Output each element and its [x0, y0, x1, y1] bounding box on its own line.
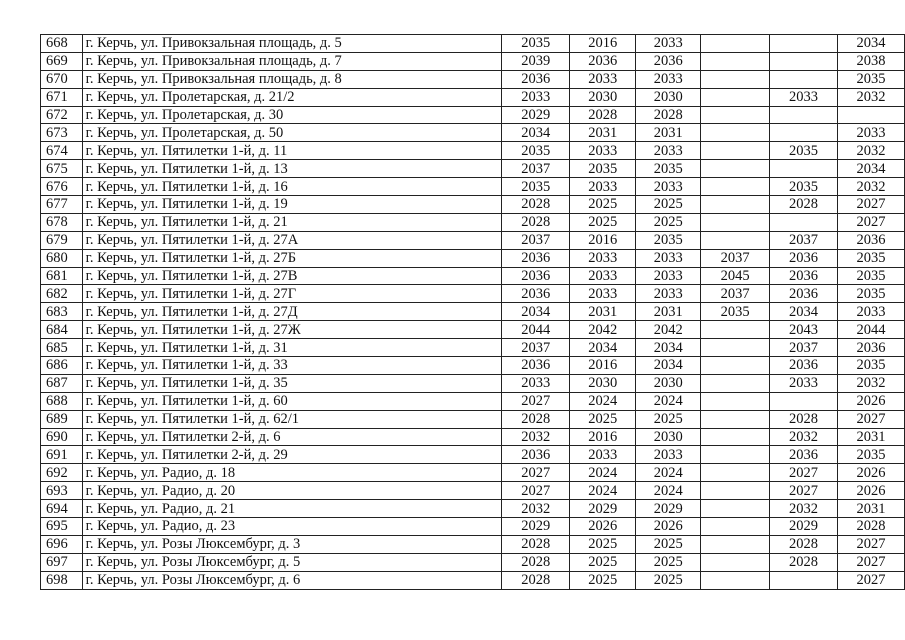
year-cell-2: 2016	[570, 35, 636, 53]
year-cell-1: 2028	[502, 196, 570, 214]
row-number-cell: 683	[41, 303, 83, 321]
table-row	[41, 446, 905, 464]
row-number-cell: 680	[41, 249, 83, 267]
address-cell: г. Керчь, ул. Пятилетки 1-й, д. 60	[82, 392, 502, 410]
year-cell-4	[701, 446, 770, 464]
year-cell-3: 2025	[636, 535, 701, 553]
year-cell-6: 2032	[837, 142, 904, 160]
year-cell-2: 2033	[570, 249, 636, 267]
table-row	[41, 321, 905, 339]
year-cell-1: 2033	[502, 374, 570, 392]
year-cell-3: 2026	[636, 518, 701, 536]
year-cell-4	[701, 178, 770, 196]
year-cell-2: 2016	[570, 428, 636, 446]
year-cell-6: 2035	[837, 70, 904, 88]
year-cell-4: 2045	[701, 267, 770, 285]
year-cell-5: 2028	[770, 410, 838, 428]
row-number-cell: 696	[41, 535, 83, 553]
address-cell: г. Керчь, ул. Пролетарская, д. 30	[82, 106, 502, 124]
year-cell-2: 2033	[570, 285, 636, 303]
row-number-cell: 684	[41, 321, 83, 339]
row-number-cell: 695	[41, 518, 83, 536]
row-number-cell: 691	[41, 446, 83, 464]
year-cell-1: 2032	[502, 500, 570, 518]
year-cell-6: 2034	[837, 35, 904, 53]
year-cell-2: 2024	[570, 482, 636, 500]
address-cell: г. Керчь, ул. Пятилетки 1-й, д. 31	[82, 339, 502, 357]
year-cell-3: 2033	[636, 446, 701, 464]
address-cell: г. Керчь, ул. Пролетарская, д. 21/2	[82, 88, 502, 106]
year-cell-2: 2033	[570, 267, 636, 285]
row-number-cell: 689	[41, 410, 83, 428]
year-cell-3: 2033	[636, 249, 701, 267]
address-cell: г. Керчь, ул. Пятилетки 1-й, д. 27Ж	[82, 321, 502, 339]
year-cell-1: 2027	[502, 392, 570, 410]
year-cell-5: 2037	[770, 231, 838, 249]
year-cell-2: 2025	[570, 553, 636, 571]
table-row	[41, 106, 905, 124]
year-cell-6: 2027	[837, 213, 904, 231]
year-cell-3: 2025	[636, 213, 701, 231]
year-cell-6: 2027	[837, 410, 904, 428]
year-cell-3: 2030	[636, 88, 701, 106]
table-row	[41, 500, 905, 518]
address-cell: г. Керчь, ул. Пятилетки 2-й, д. 6	[82, 428, 502, 446]
table-row	[41, 231, 905, 249]
year-cell-6: 2033	[837, 124, 904, 142]
year-cell-5	[770, 124, 838, 142]
table-row	[41, 357, 905, 375]
row-number-cell: 681	[41, 267, 83, 285]
address-cell: г. Керчь, ул. Пятилетки 2-й, д. 29	[82, 446, 502, 464]
row-number-cell: 693	[41, 482, 83, 500]
year-cell-5: 2028	[770, 553, 838, 571]
year-cell-1: 2037	[502, 339, 570, 357]
row-number-cell: 688	[41, 392, 83, 410]
year-cell-3: 2031	[636, 124, 701, 142]
year-cell-3: 2031	[636, 303, 701, 321]
year-cell-1: 2027	[502, 464, 570, 482]
year-cell-5	[770, 213, 838, 231]
table-row	[41, 178, 905, 196]
year-cell-6: 2026	[837, 392, 904, 410]
year-cell-1: 2032	[502, 428, 570, 446]
year-cell-6: 2032	[837, 178, 904, 196]
row-number-cell: 671	[41, 88, 83, 106]
year-cell-4	[701, 213, 770, 231]
year-cell-3: 2024	[636, 482, 701, 500]
year-cell-4: 2035	[701, 303, 770, 321]
table-row	[41, 196, 905, 214]
address-cell: г. Керчь, ул. Пятилетки 1-й, д. 27Д	[82, 303, 502, 321]
year-cell-5	[770, 106, 838, 124]
year-cell-5: 2032	[770, 428, 838, 446]
row-number-cell: 692	[41, 464, 83, 482]
year-cell-2: 2033	[570, 70, 636, 88]
year-cell-1: 2044	[502, 321, 570, 339]
table-row	[41, 553, 905, 571]
row-number-cell: 676	[41, 178, 83, 196]
table-row	[41, 88, 905, 106]
year-cell-6: 2038	[837, 52, 904, 70]
row-number-cell: 694	[41, 500, 83, 518]
year-cell-4	[701, 52, 770, 70]
year-cell-6: 2031	[837, 500, 904, 518]
year-cell-4	[701, 410, 770, 428]
year-cell-3: 2033	[636, 35, 701, 53]
year-cell-4: 2037	[701, 285, 770, 303]
year-cell-5: 2027	[770, 482, 838, 500]
year-cell-3: 2042	[636, 321, 701, 339]
year-cell-5: 2036	[770, 267, 838, 285]
address-cell: г. Керчь, ул. Пятилетки 1-й, д. 27В	[82, 267, 502, 285]
year-cell-2: 2025	[570, 410, 636, 428]
year-cell-2: 2024	[570, 464, 636, 482]
year-cell-3: 2025	[636, 553, 701, 571]
address-cell: г. Керчь, ул. Радио, д. 18	[82, 464, 502, 482]
year-cell-3: 2033	[636, 285, 701, 303]
row-number-cell: 685	[41, 339, 83, 357]
table-row	[41, 249, 905, 267]
row-number-cell: 670	[41, 70, 83, 88]
year-cell-6: 2032	[837, 88, 904, 106]
address-cell: г. Керчь, ул. Пятилетки 1-й, д. 11	[82, 142, 502, 160]
year-cell-3: 2034	[636, 357, 701, 375]
table-row	[41, 285, 905, 303]
year-cell-5: 2027	[770, 464, 838, 482]
year-cell-3: 2034	[636, 339, 701, 357]
year-cell-5: 2037	[770, 339, 838, 357]
year-cell-4	[701, 70, 770, 88]
year-cell-5	[770, 571, 838, 589]
year-cell-2: 2025	[570, 571, 636, 589]
year-cell-6: 2034	[837, 160, 904, 178]
table-row	[41, 35, 905, 53]
year-cell-4	[701, 231, 770, 249]
year-cell-4	[701, 357, 770, 375]
year-cell-4	[701, 88, 770, 106]
year-cell-2: 2016	[570, 357, 636, 375]
year-cell-2: 2025	[570, 535, 636, 553]
year-cell-4	[701, 35, 770, 53]
year-cell-2: 2026	[570, 518, 636, 536]
row-number-cell: 672	[41, 106, 83, 124]
year-cell-5	[770, 52, 838, 70]
address-cell: г. Керчь, ул. Привокзальная площадь, д. 7	[82, 52, 502, 70]
year-cell-4	[701, 142, 770, 160]
year-cell-6: 2033	[837, 303, 904, 321]
table-row	[41, 213, 905, 231]
year-cell-5: 2033	[770, 88, 838, 106]
year-cell-1: 2036	[502, 285, 570, 303]
year-cell-6: 2027	[837, 571, 904, 589]
year-cell-5	[770, 35, 838, 53]
year-cell-2: 2033	[570, 178, 636, 196]
row-number-cell: 697	[41, 553, 83, 571]
year-cell-4	[701, 571, 770, 589]
table-row	[41, 535, 905, 553]
year-cell-1: 2037	[502, 231, 570, 249]
year-cell-6: 2035	[837, 267, 904, 285]
address-cell: г. Керчь, ул. Пролетарская, д. 50	[82, 124, 502, 142]
year-cell-1: 2028	[502, 410, 570, 428]
year-cell-2: 2034	[570, 339, 636, 357]
table-row	[41, 160, 905, 178]
table-row	[41, 303, 905, 321]
row-number-cell: 678	[41, 213, 83, 231]
address-cell: г. Керчь, ул. Пятилетки 1-й, д. 21	[82, 213, 502, 231]
year-cell-5: 2034	[770, 303, 838, 321]
year-cell-6: 2028	[837, 518, 904, 536]
year-cell-4	[701, 374, 770, 392]
table-row	[41, 482, 905, 500]
address-cell: г. Керчь, ул. Пятилетки 1-й, д. 19	[82, 196, 502, 214]
year-cell-1: 2034	[502, 124, 570, 142]
year-cell-2: 2030	[570, 88, 636, 106]
year-cell-4	[701, 518, 770, 536]
address-cell: г. Керчь, ул. Радио, д. 20	[82, 482, 502, 500]
year-cell-1: 2036	[502, 267, 570, 285]
year-cell-4	[701, 160, 770, 178]
year-cell-5	[770, 70, 838, 88]
year-cell-3: 2033	[636, 70, 701, 88]
year-cell-4	[701, 464, 770, 482]
year-cell-4	[701, 500, 770, 518]
row-number-cell: 673	[41, 124, 83, 142]
table-row	[41, 410, 905, 428]
address-cell: г. Керчь, ул. Привокзальная площадь, д. 8	[82, 70, 502, 88]
year-cell-1: 2035	[502, 35, 570, 53]
row-number-cell: 687	[41, 374, 83, 392]
year-cell-6: 2026	[837, 464, 904, 482]
year-cell-2: 2028	[570, 106, 636, 124]
year-cell-3: 2029	[636, 500, 701, 518]
year-cell-3: 2025	[636, 196, 701, 214]
table-row	[41, 52, 905, 70]
year-cell-5: 2029	[770, 518, 838, 536]
year-cell-1: 2035	[502, 142, 570, 160]
year-cell-2: 2016	[570, 231, 636, 249]
year-cell-2: 2035	[570, 160, 636, 178]
year-cell-6: 2035	[837, 249, 904, 267]
row-number-cell: 674	[41, 142, 83, 160]
year-cell-3: 2024	[636, 392, 701, 410]
year-cell-1: 2033	[502, 88, 570, 106]
address-cell: г. Керчь, ул. Розы Люксембург, д. 5	[82, 553, 502, 571]
table-row	[41, 142, 905, 160]
year-cell-1: 2028	[502, 535, 570, 553]
year-cell-4	[701, 553, 770, 571]
year-cell-5: 2036	[770, 285, 838, 303]
year-cell-3: 2033	[636, 267, 701, 285]
year-cell-4	[701, 196, 770, 214]
row-number-cell: 668	[41, 35, 83, 53]
year-cell-2: 2033	[570, 446, 636, 464]
table-row	[41, 518, 905, 536]
year-cell-1: 2036	[502, 446, 570, 464]
address-cell: г. Керчь, ул. Радио, д. 23	[82, 518, 502, 536]
year-cell-5	[770, 392, 838, 410]
year-cell-4	[701, 339, 770, 357]
year-cell-1: 2029	[502, 518, 570, 536]
year-cell-5: 2036	[770, 446, 838, 464]
year-cell-5: 2028	[770, 535, 838, 553]
year-cell-2: 2024	[570, 392, 636, 410]
table-row	[41, 392, 905, 410]
address-cell: г. Керчь, ул. Пятилетки 1-й, д. 27Б	[82, 249, 502, 267]
table-row	[41, 339, 905, 357]
year-cell-4	[701, 106, 770, 124]
year-cell-3: 2035	[636, 231, 701, 249]
table-row	[41, 464, 905, 482]
table-row	[41, 374, 905, 392]
table-row	[41, 70, 905, 88]
year-cell-5: 2035	[770, 142, 838, 160]
table-row	[41, 571, 905, 589]
year-cell-2: 2036	[570, 52, 636, 70]
year-cell-6: 2027	[837, 196, 904, 214]
year-cell-4	[701, 321, 770, 339]
row-number-cell: 675	[41, 160, 83, 178]
year-cell-4	[701, 482, 770, 500]
year-cell-5	[770, 160, 838, 178]
year-cell-3: 2036	[636, 52, 701, 70]
year-cell-6: 2035	[837, 357, 904, 375]
row-number-cell: 677	[41, 196, 83, 214]
year-cell-2: 2025	[570, 196, 636, 214]
year-cell-6: 2026	[837, 482, 904, 500]
year-cell-5: 2028	[770, 196, 838, 214]
address-cell: г. Керчь, ул. Пятилетки 1-й, д. 27Г	[82, 285, 502, 303]
year-cell-5: 2032	[770, 500, 838, 518]
address-cell: г. Керчь, ул. Привокзальная площадь, д. 5	[82, 35, 502, 53]
year-cell-4: 2037	[701, 249, 770, 267]
year-cell-1: 2036	[502, 249, 570, 267]
year-cell-3: 2030	[636, 374, 701, 392]
year-cell-1: 2028	[502, 553, 570, 571]
address-cell: г. Керчь, ул. Пятилетки 1-й, д. 27А	[82, 231, 502, 249]
year-cell-5: 2036	[770, 357, 838, 375]
year-cell-6	[837, 106, 904, 124]
year-cell-2: 2030	[570, 374, 636, 392]
row-number-cell: 698	[41, 571, 83, 589]
year-cell-3: 2025	[636, 410, 701, 428]
year-cell-5: 2033	[770, 374, 838, 392]
year-cell-6: 2032	[837, 374, 904, 392]
year-cell-4	[701, 392, 770, 410]
year-cell-6: 2036	[837, 231, 904, 249]
row-number-cell: 669	[41, 52, 83, 70]
year-cell-3: 2030	[636, 428, 701, 446]
address-cell: г. Керчь, ул. Пятилетки 1-й, д. 13	[82, 160, 502, 178]
address-cell: г. Керчь, ул. Радио, д. 21	[82, 500, 502, 518]
year-cell-1: 2027	[502, 482, 570, 500]
table-row	[41, 267, 905, 285]
row-number-cell: 686	[41, 357, 83, 375]
year-cell-6: 2027	[837, 535, 904, 553]
year-cell-5: 2036	[770, 249, 838, 267]
year-cell-5: 2035	[770, 178, 838, 196]
address-cell: г. Керчь, ул. Розы Люксембург, д. 6	[82, 571, 502, 589]
year-cell-6: 2036	[837, 339, 904, 357]
year-cell-4	[701, 535, 770, 553]
year-cell-3: 2033	[636, 142, 701, 160]
row-number-cell: 682	[41, 285, 83, 303]
table-body	[41, 35, 905, 590]
year-cell-1: 2034	[502, 303, 570, 321]
year-cell-2: 2029	[570, 500, 636, 518]
row-number-cell: 690	[41, 428, 83, 446]
address-cell: г. Керчь, ул. Розы Люксембург, д. 3	[82, 535, 502, 553]
year-cell-3: 2033	[636, 178, 701, 196]
year-cell-1: 2028	[502, 571, 570, 589]
year-cell-6: 2027	[837, 553, 904, 571]
year-cell-2: 2042	[570, 321, 636, 339]
table-row	[41, 428, 905, 446]
year-cell-2: 2025	[570, 213, 636, 231]
table-row	[41, 124, 905, 142]
housing-schedule-table	[40, 34, 905, 590]
year-cell-1: 2029	[502, 106, 570, 124]
address-cell: г. Керчь, ул. Пятилетки 1-й, д. 33	[82, 357, 502, 375]
year-cell-3: 2028	[636, 106, 701, 124]
year-cell-1: 2036	[502, 70, 570, 88]
year-cell-2: 2031	[570, 303, 636, 321]
year-cell-3: 2024	[636, 464, 701, 482]
row-number-cell: 679	[41, 231, 83, 249]
year-cell-3: 2025	[636, 571, 701, 589]
year-cell-1: 2036	[502, 357, 570, 375]
address-cell: г. Керчь, ул. Пятилетки 1-й, д. 62/1	[82, 410, 502, 428]
year-cell-5: 2043	[770, 321, 838, 339]
year-cell-3: 2035	[636, 160, 701, 178]
year-cell-2: 2031	[570, 124, 636, 142]
year-cell-1: 2039	[502, 52, 570, 70]
year-cell-6: 2044	[837, 321, 904, 339]
year-cell-4	[701, 428, 770, 446]
year-cell-6: 2035	[837, 285, 904, 303]
year-cell-6: 2035	[837, 446, 904, 464]
year-cell-1: 2037	[502, 160, 570, 178]
year-cell-2: 2033	[570, 142, 636, 160]
year-cell-1: 2028	[502, 213, 570, 231]
address-cell: г. Керчь, ул. Пятилетки 1-й, д. 16	[82, 178, 502, 196]
year-cell-4	[701, 124, 770, 142]
year-cell-1: 2035	[502, 178, 570, 196]
year-cell-6: 2031	[837, 428, 904, 446]
address-cell: г. Керчь, ул. Пятилетки 1-й, д. 35	[82, 374, 502, 392]
